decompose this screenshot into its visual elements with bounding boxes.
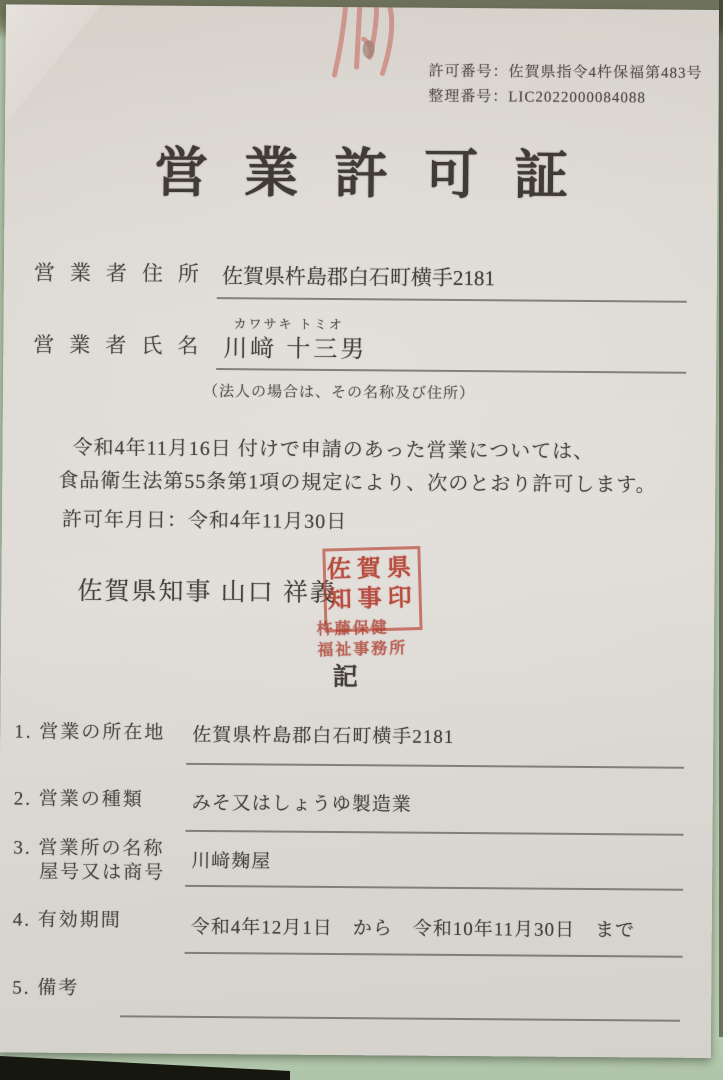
item-5-number: 5. — [12, 977, 31, 999]
item-2-value: みそ又はしょうゆ製造業 — [191, 792, 412, 816]
operator-name-furigana: カワサキ トミオ — [233, 316, 344, 333]
item-1-label — [14, 716, 165, 744]
item-4-label-text: 有効期間 — [37, 909, 122, 932]
reference-number-value: LIC2022000084088 — [508, 89, 647, 107]
item-1-number: 1. — [14, 721, 33, 743]
body-line-1: 令和4年11月16日 付けで申請のあった営業については、 — [72, 436, 595, 464]
item-4-number: 4. — [12, 909, 32, 931]
permit-date-line: 許可年月日：令和4年11月30日 — [61, 508, 348, 534]
item-1-label-text: 営業の所在地 — [39, 721, 166, 744]
governor-seal-line2: 知事印 — [327, 585, 419, 614]
item-3-value: 川﨑麹屋 — [191, 850, 272, 873]
photo-right-edge — [719, 0, 723, 1037]
item-4-underline — [185, 952, 683, 958]
operator-name-value: 川﨑 十三男 — [223, 336, 368, 364]
item-3-label-text: 営業所の名称 — [38, 837, 165, 860]
paper-fold-corner — [5, 4, 101, 125]
health-office-line2: 福祉事務所 — [317, 639, 408, 660]
item-3-label-line2: 屋号又は商号 — [39, 861, 166, 884]
corporate-note: （法人の場合は、その名称及び住所） — [202, 383, 476, 403]
health-office-stamp — [316, 618, 407, 662]
item-5-label-text: 備考 — [37, 977, 80, 1000]
notation-marker: 記 — [332, 663, 358, 692]
operator-address-label: 営業者住所 — [33, 260, 215, 287]
item-2-label — [14, 783, 144, 811]
item-4-value: 令和4年12月1日 から 令和10年11月30日 まで — [190, 916, 636, 942]
item-3-underline — [185, 885, 683, 891]
item-1-value: 佐賀県杵島郡白石町横手2181 — [192, 724, 455, 748]
permit-number-line — [428, 60, 702, 87]
name-underline — [216, 368, 686, 374]
item-2-number: 2. — [13, 788, 33, 810]
item-4-label — [13, 904, 122, 932]
issuer-name: 佐賀県知事 山口 祥義 — [77, 577, 338, 608]
governor-seal-line1: 佐賀県 — [326, 555, 418, 584]
item-2-underline — [186, 830, 684, 836]
partial-red-stamp-icon — [323, 4, 420, 83]
header-numbers — [428, 60, 702, 112]
item-3-number: 3. — [13, 837, 32, 859]
operator-name-label: 営業者氏名 — [33, 332, 214, 359]
body-line-2: 食品衛生法第55条第1項の規定により、次のとおり許可します。 — [58, 469, 657, 497]
item-1-underline — [186, 763, 684, 769]
permit-number-label: 許可番号： — [428, 63, 509, 81]
item-5-underline — [120, 1015, 680, 1021]
reference-number-line — [428, 84, 702, 111]
permit-paper — [0, 4, 719, 1058]
document-title: 営業許可証 — [153, 142, 605, 207]
permit-number-value: 佐賀県指令4杵保福第483号 — [508, 64, 703, 82]
address-underline — [217, 297, 687, 303]
item-2-label-text: 営業の種類 — [38, 788, 144, 811]
health-office-line1: 杵藤保健 — [316, 619, 389, 639]
operator-address-value: 佐賀県杵島郡白石町横手2181 — [221, 264, 495, 291]
reference-number-label: 整理番号： — [428, 88, 509, 106]
item-5-label — [12, 972, 79, 1000]
table-dark-corner — [0, 1050, 290, 1080]
